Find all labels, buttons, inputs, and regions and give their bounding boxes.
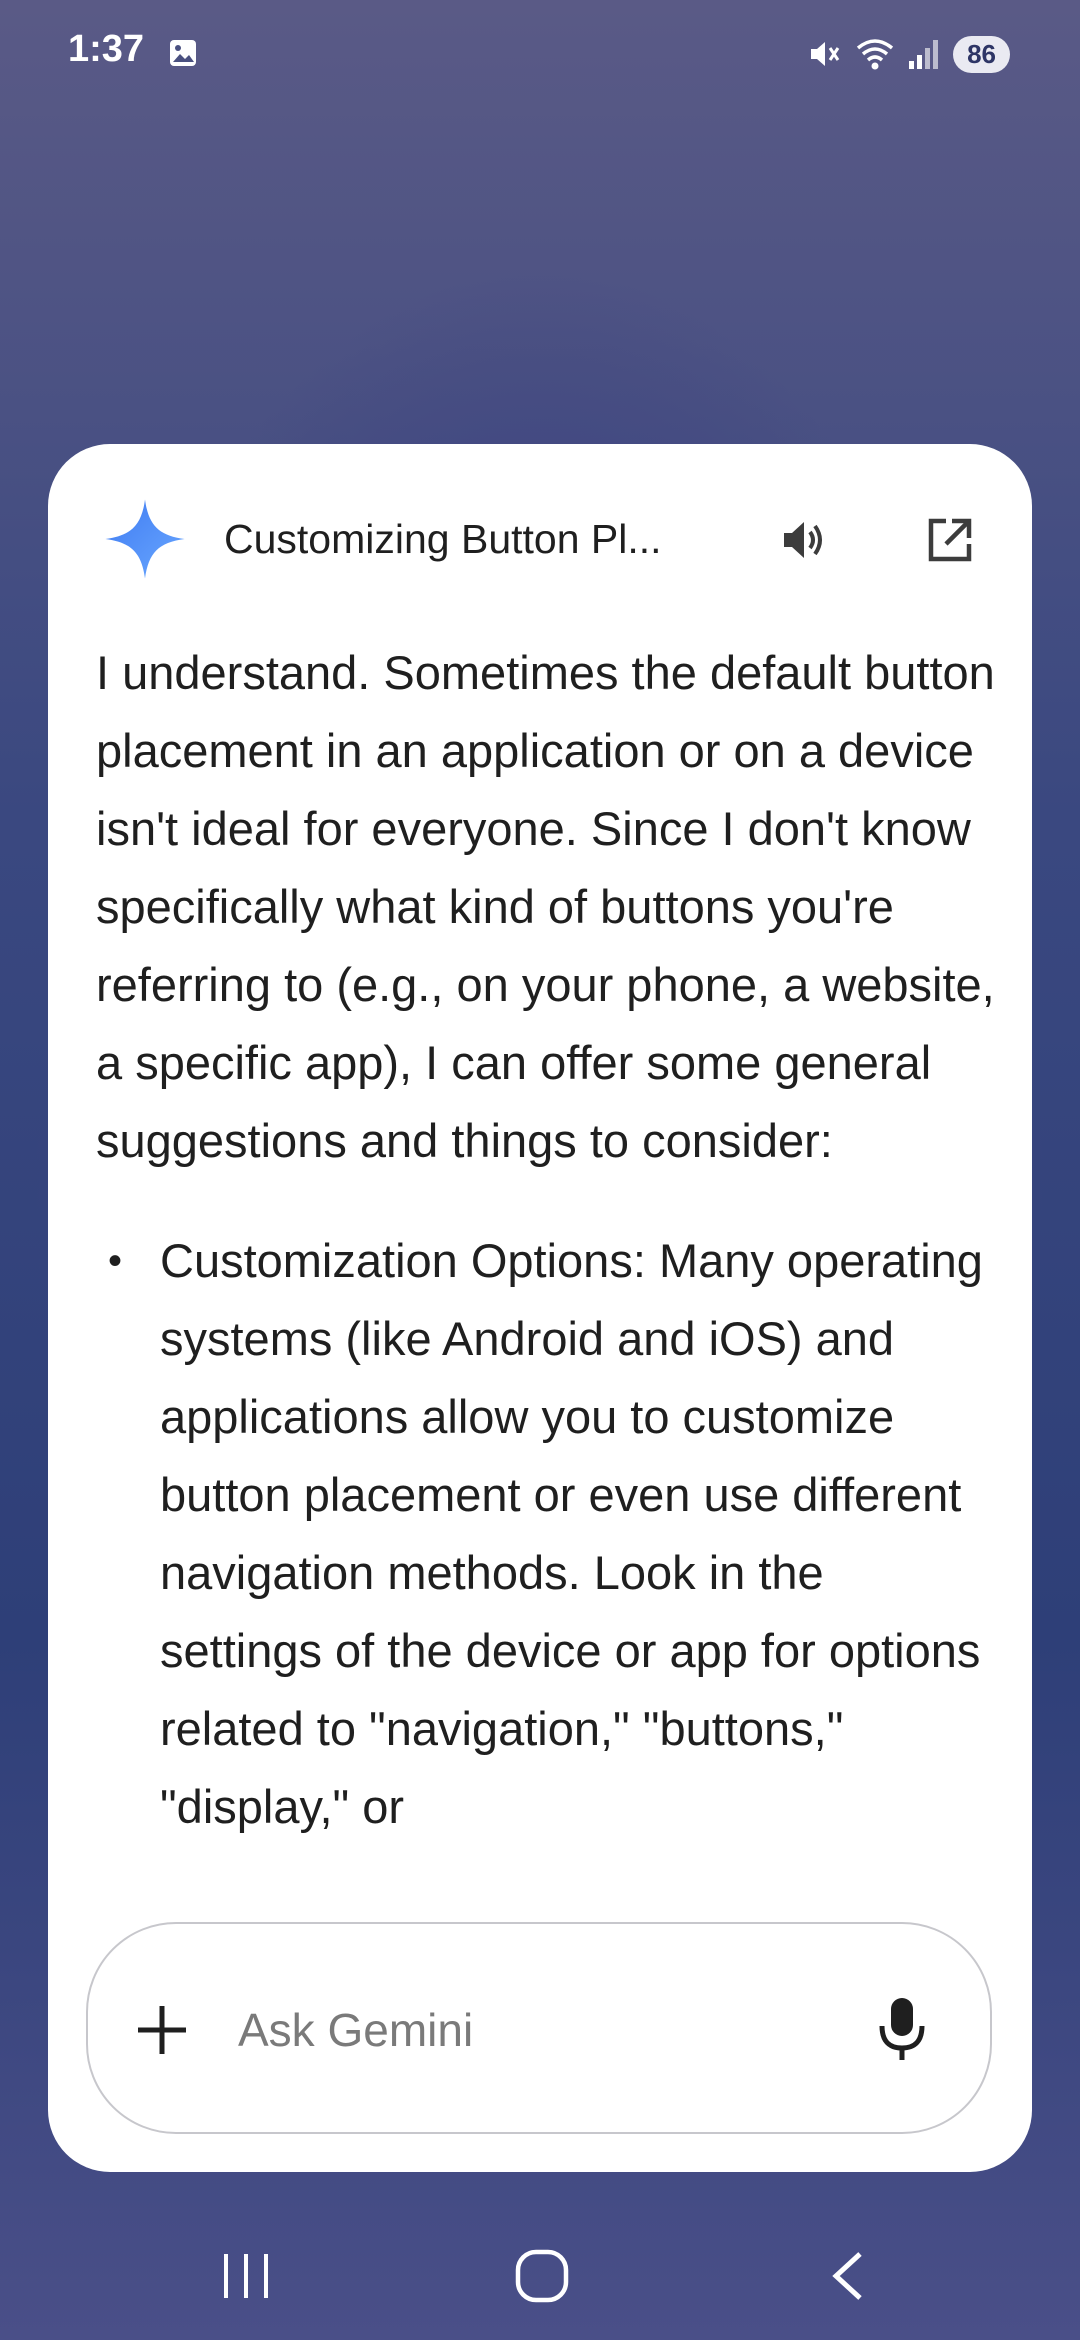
gemini-card	[48, 444, 1032, 2172]
plus-icon[interactable]	[132, 2000, 192, 2060]
back-icon[interactable]	[820, 2246, 880, 2306]
microphone-icon[interactable]	[872, 1994, 932, 2064]
response-bullet-list	[96, 1222, 996, 1846]
prompt-bar	[86, 1922, 992, 2134]
response-paragraph: I understand. Sometimes the default button placement in an application or on a device isn't ideal for everyone. Since I don't know specifically what kind of buttons you're referring to (e.g., on your phone, a website, a specific app), I can offer some general suggestions and things to consider:	[96, 646, 995, 1167]
signal-icon	[907, 37, 941, 71]
card-header	[48, 444, 1032, 644]
response-text	[96, 634, 996, 1833]
status-bar	[0, 0, 1080, 110]
home-icon[interactable]	[512, 2246, 572, 2306]
list-item-text: Customization Options: Many operating systems (like Android and iOS) and applications allow you to customize button placement or even use different navigation methods. Look in the settings of the device or app for options related to "navigation," "buttons," "display," or	[160, 1234, 983, 1833]
bullet-marker: •	[108, 1239, 123, 1283]
ask-gemini-input[interactable]	[236, 1984, 800, 2076]
recents-icon[interactable]	[216, 2248, 276, 2304]
gemini-spark-icon	[102, 496, 188, 582]
speaker-icon[interactable]	[776, 512, 832, 568]
mute-icon	[805, 35, 843, 73]
navigation-bar	[0, 2220, 1080, 2330]
open-external-icon[interactable]	[922, 512, 978, 568]
list-item	[96, 1222, 996, 1846]
battery-icon: 86	[953, 36, 1010, 73]
status-icons	[805, 34, 1010, 74]
photo-icon	[168, 38, 198, 68]
conversation-title[interactable]: Customizing Button Pl...	[224, 516, 662, 562]
status-time: 1:37	[68, 28, 145, 70]
wifi-icon	[855, 36, 895, 72]
